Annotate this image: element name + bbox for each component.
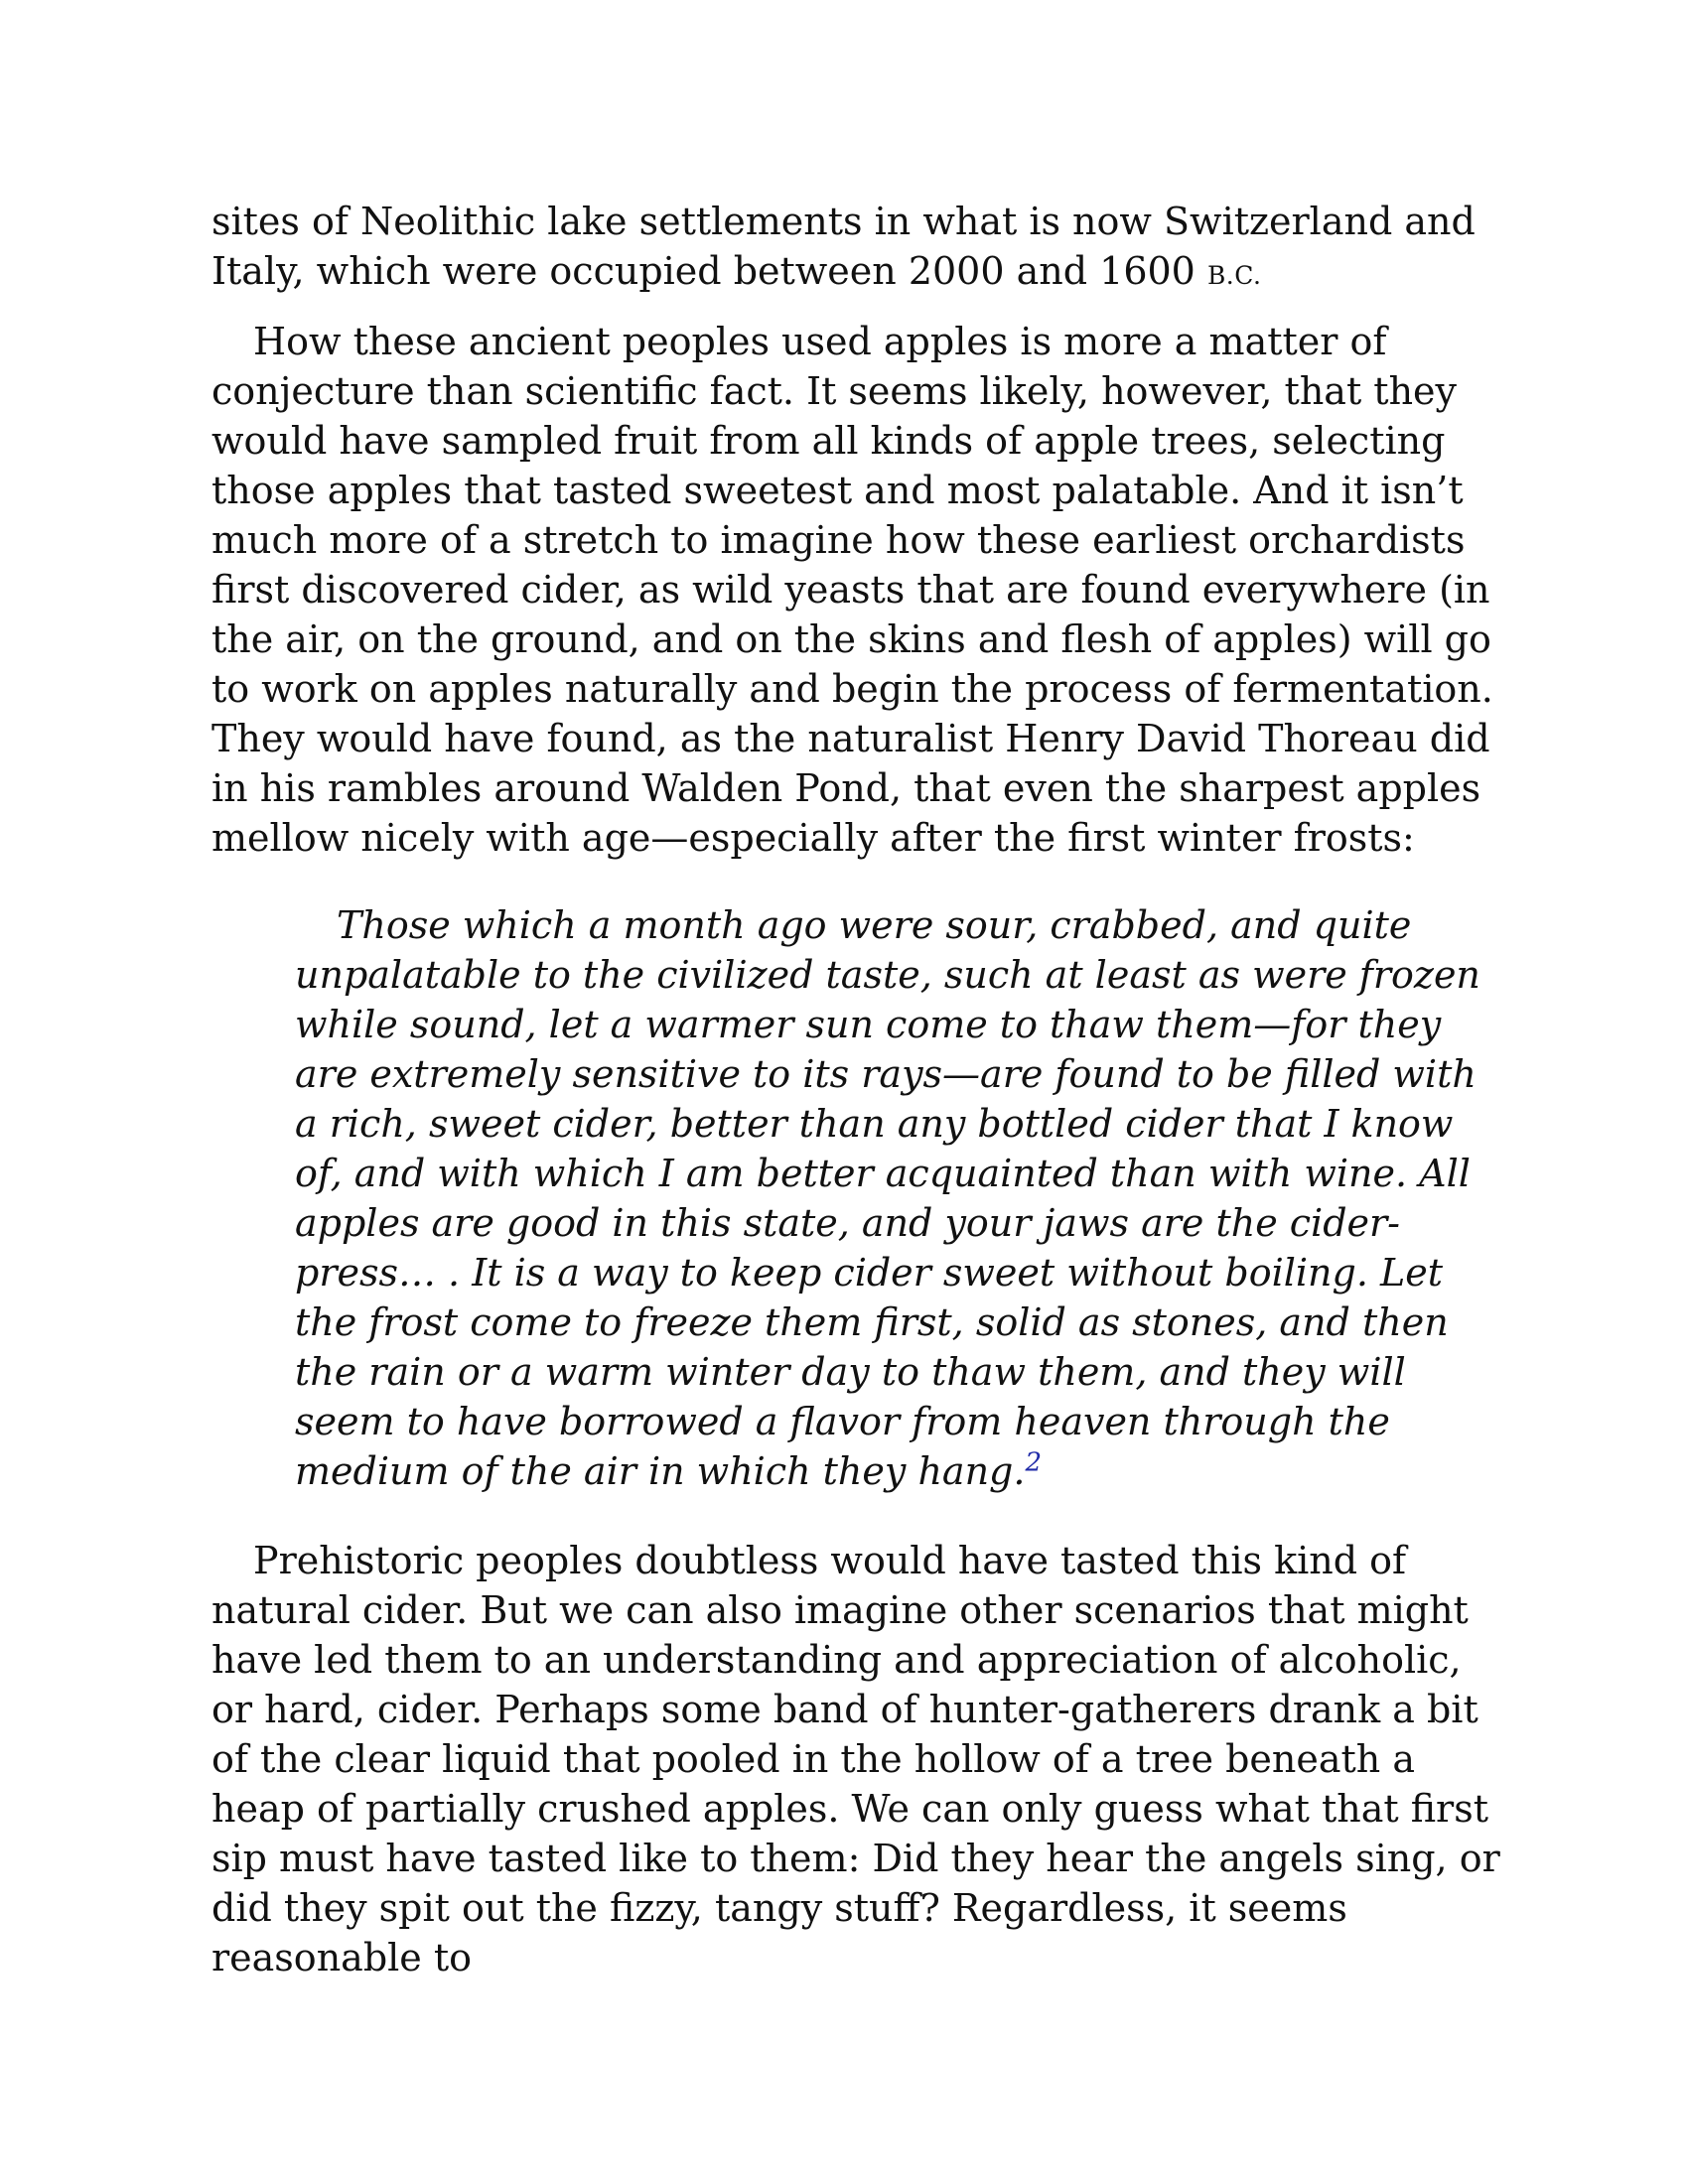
era-abbreviation: B.C. [1206, 261, 1262, 290]
thoreau-block-quote [295, 900, 1486, 1496]
continued-paragraph-text: sites of Neolithic lake settlements in what is now Switzerland and Italy, which were occupied between 2000 and 1600 [211, 200, 1476, 293]
page-body [211, 197, 1502, 1982]
footnote-link[interactable]: 2 [1025, 1447, 1042, 1478]
body-paragraph: Prehistoric peoples doubtless would have tasted this kind of natural cider. But we can also imagine other scenarios that might have led them to an understanding and appreciation of alcoholic, or hard, cider. Perhaps some band of hunter-gatherers drank a bit of the clear liquid that pooled in the hollow of a tree beneath a heap of partially crushed apples. We can only guess what that first sip must have tasted like to them: Did they hear the angels sing, or did they spit out the fizzy, tangy stuff? Regardless, it seems reasonable to [211, 1539, 1500, 1979]
continued-paragraph [211, 197, 1502, 301]
body-paragraph: How these ancient peoples used apples is more a matter of conjecture than scientific fact. It seems likely, however, that they would have sampled fruit from all kinds of apple trees, selecting those apples that tasted sweetest and most palatable. And it isn’t much more of a stretch to imagine how these earliest orchardists first discovered cider, as wild yeasts that are found everywhere (in the air, on the ground, and on the skins and flesh of apples) will go to work on apples naturally and begin the process of fermentation. They would have found, as the naturalist Henry David Thoreau did in his rambles around Walden Pond, that even the sharpest apples mellow nicely with age—especially after the first winter frosts: [211, 320, 1493, 860]
block-quote-text: Those which a month ago were sour, crabbed, and quite unpalatable to the civilized taste, such at least as were frozen while sound, let a warmer sun come to thaw them—for they are extremely sensitive to its rays—are found to be filled with a rich, sweet cider, better than any bottled cider that I know of, and with which I am better acquainted than with wine. All apples are good in this state, and your jaws are the cider-press… . It is a way to keep cider sweet without boiling. Let the frost come to freeze them first, solid as stones, and then the rain or a warm winter day to thaw them, and they will seem to have borrowed a flavor from heaven through the medium of the air in which they hang. [295, 903, 1480, 1493]
